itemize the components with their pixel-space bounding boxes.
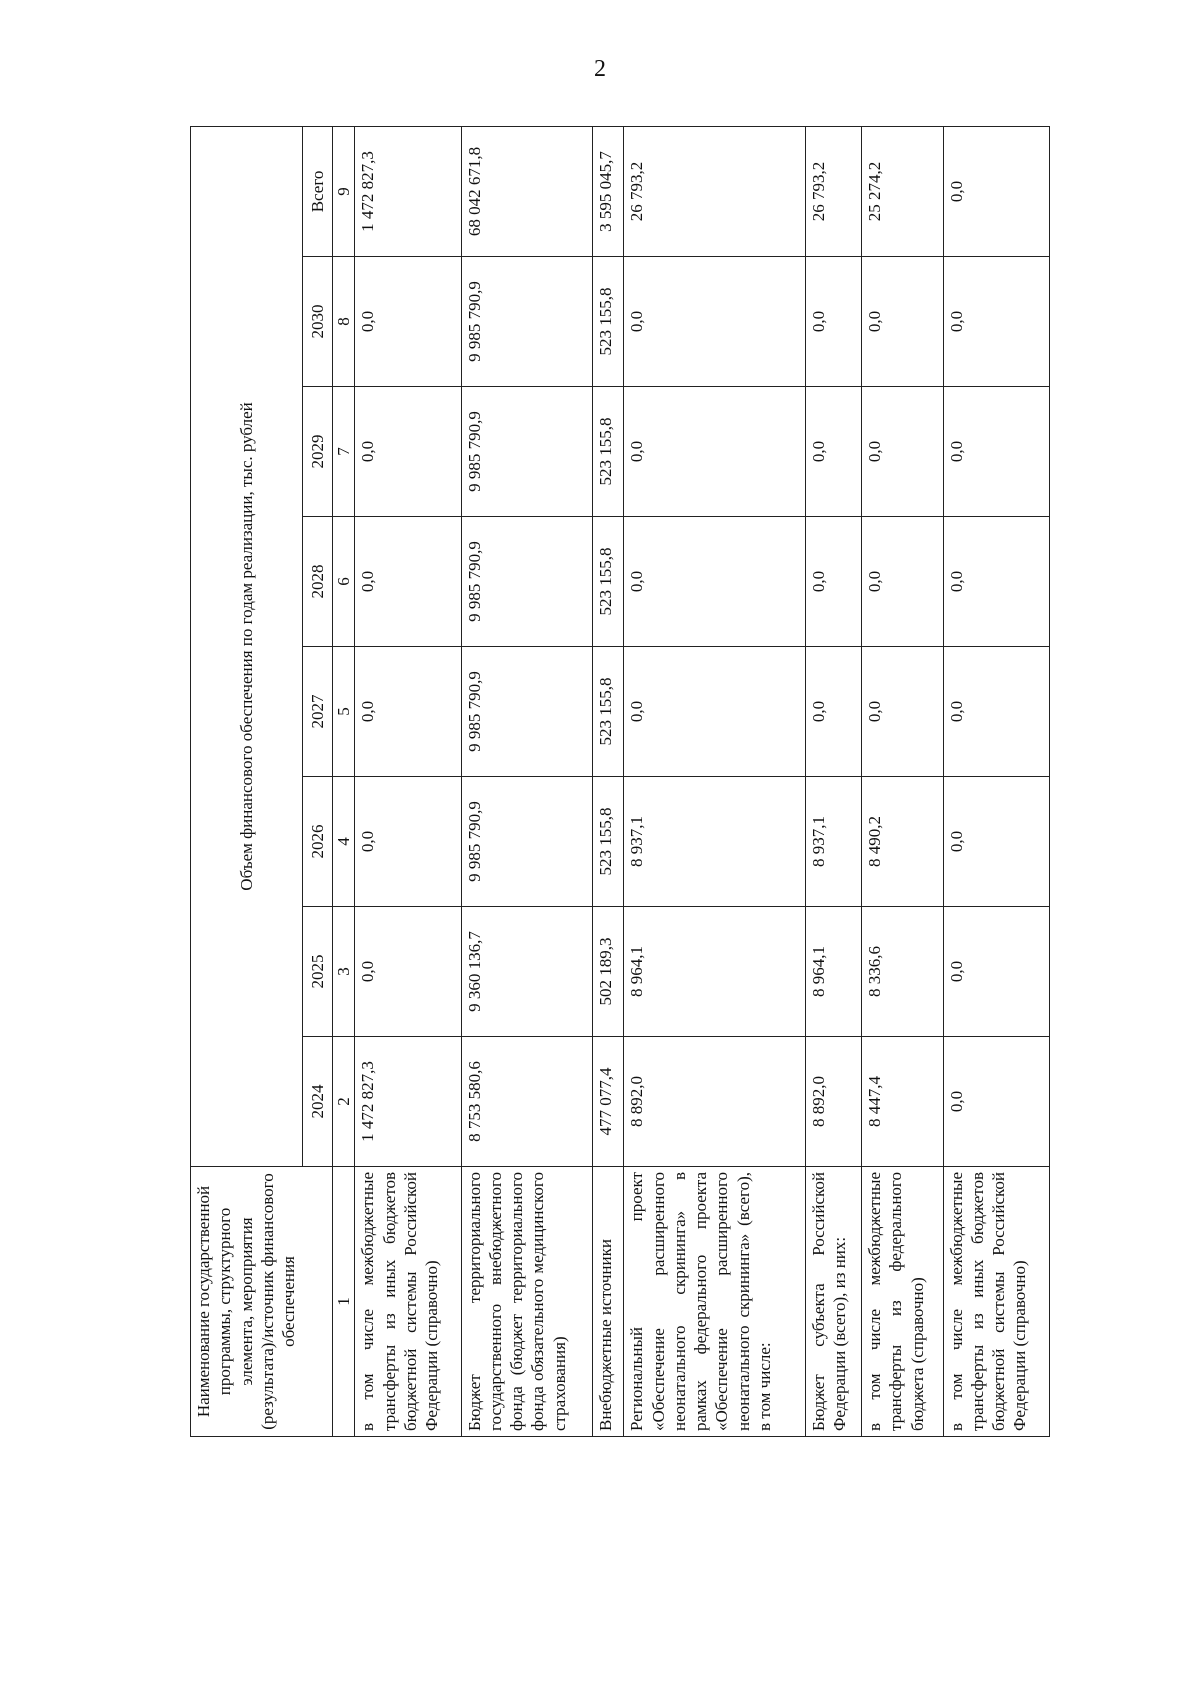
row-label: в том числе межбюджетные трансферты из иных бюджетов бюджетной системы Российской Федерации (справочно) [943, 1167, 1049, 1437]
cell-value: 9 985 790,9 [461, 517, 593, 647]
cell-value: 0,0 [624, 257, 806, 387]
cell-value: 0,0 [624, 517, 806, 647]
cell-value: 8 937,1 [806, 777, 862, 907]
volume-title: Объем финансового обеспечения по годам реализации, тыс. рублей [191, 126, 303, 1166]
column-number: 4 [333, 777, 355, 907]
column-number: 7 [333, 387, 355, 517]
total-header: Всего [303, 126, 333, 256]
cell-value: 0,0 [862, 517, 943, 647]
page-number: 2 [594, 56, 606, 82]
year-header: 2029 [303, 387, 333, 517]
table-row [461, 126, 593, 1436]
cell-value: 0,0 [355, 907, 461, 1037]
cell-value: 523 155,8 [593, 387, 624, 517]
cell-value: 0,0 [806, 647, 862, 777]
cell-value: 8 892,0 [806, 1037, 862, 1167]
cell-value: 9 985 790,9 [461, 647, 593, 777]
column-number: 8 [333, 257, 355, 387]
table-row [593, 126, 624, 1436]
cell-value: 8 964,1 [624, 907, 806, 1037]
year-header: 2028 [303, 517, 333, 647]
row-label: в том числе межбюджетные трансферты из федерального бюджета (справочно) [862, 1167, 943, 1437]
cell-value: 0,0 [943, 387, 1049, 517]
cell-value: 0,0 [943, 257, 1049, 387]
name-column-header: Наименование государственной программы, структурного элемента, мероприятия (результата)/источник финансового обеспечения [191, 1167, 333, 1437]
cell-value: 0,0 [624, 647, 806, 777]
row-label: Бюджет территориального государственного внебюджетного фонда (бюджет территориального фонда обязательного медицинского страхования) [461, 1167, 593, 1437]
cell-value: 8 753 580,6 [461, 1037, 593, 1167]
year-header: 2027 [303, 647, 333, 777]
cell-value: 0,0 [355, 517, 461, 647]
cell-value: 0,0 [806, 517, 862, 647]
row-label: Внебюджетные источники [593, 1167, 624, 1437]
cell-value: 0,0 [943, 647, 1049, 777]
column-number: 6 [333, 517, 355, 647]
cell-value: 0,0 [806, 257, 862, 387]
cell-value: 8 447,4 [862, 1037, 943, 1167]
column-number: 5 [333, 647, 355, 777]
cell-value: 0,0 [355, 257, 461, 387]
cell-value: 8 892,0 [624, 1037, 806, 1167]
year-header: 2025 [303, 907, 333, 1037]
cell-value: 0,0 [806, 387, 862, 517]
table-row [862, 126, 943, 1436]
year-header: 2026 [303, 777, 333, 907]
cell-value: 0,0 [943, 777, 1049, 907]
table-row [806, 126, 862, 1436]
cell-total: 26 793,2 [624, 126, 806, 256]
cell-value: 9 985 790,9 [461, 777, 593, 907]
year-header: 2030 [303, 257, 333, 387]
cell-value: 0,0 [862, 647, 943, 777]
cell-value: 0,0 [862, 257, 943, 387]
cell-value: 0,0 [862, 387, 943, 517]
cell-total: 1 472 827,3 [355, 126, 461, 256]
table-row [355, 126, 461, 1436]
cell-value: 0,0 [943, 517, 1049, 647]
cell-value: 8 937,1 [624, 777, 806, 907]
cell-value: 523 155,8 [593, 257, 624, 387]
column-number: 9 [333, 126, 355, 256]
cell-value: 8 336,6 [862, 907, 943, 1037]
cell-total: 0,0 [943, 126, 1049, 256]
row-label: в том числе межбюджетные трансферты из иных бюджетов бюджетной системы Российской Федерации (справочно) [355, 1167, 461, 1437]
cell-value: 1 472 827,3 [355, 1037, 461, 1167]
cell-total: 68 042 671,8 [461, 126, 593, 256]
cell-value: 9 360 136,7 [461, 907, 593, 1037]
cell-value: 523 155,8 [593, 777, 624, 907]
column-number: 1 [333, 1167, 355, 1437]
cell-value: 9 985 790,9 [461, 387, 593, 517]
table-row [943, 126, 1049, 1436]
cell-value: 9 985 790,9 [461, 257, 593, 387]
cell-value: 502 189,3 [593, 907, 624, 1037]
table-row [624, 126, 806, 1436]
cell-value: 0,0 [355, 387, 461, 517]
rotated-table-container [190, 127, 1050, 1437]
cell-value: 0,0 [943, 907, 1049, 1037]
cell-value: 477 077,4 [593, 1037, 624, 1167]
cell-value: 0,0 [624, 387, 806, 517]
cell-value: 8 490,2 [862, 777, 943, 907]
cell-value: 523 155,8 [593, 647, 624, 777]
cell-value: 0,0 [943, 1037, 1049, 1167]
cell-value: 0,0 [355, 647, 461, 777]
cell-value: 523 155,8 [593, 517, 624, 647]
row-label: Региональный проект «Обеспечение расширенного неонатального скрининга» в рамках федерального проекта «Обеспечение расширенного неонатального скрининга» (всего), в том числе: [624, 1167, 806, 1437]
cell-value: 0,0 [355, 777, 461, 907]
financing-table [190, 126, 1050, 1437]
column-number: 2 [333, 1037, 355, 1167]
cell-total: 25 274,2 [862, 126, 943, 256]
year-header: 2024 [303, 1037, 333, 1167]
cell-value: 8 964,1 [806, 907, 862, 1037]
row-label: Бюджет субъекта Российской Федерации (всего), из них: [806, 1167, 862, 1437]
column-number: 3 [333, 907, 355, 1037]
cell-total: 26 793,2 [806, 126, 862, 256]
cell-total: 3 595 045,7 [593, 126, 624, 256]
